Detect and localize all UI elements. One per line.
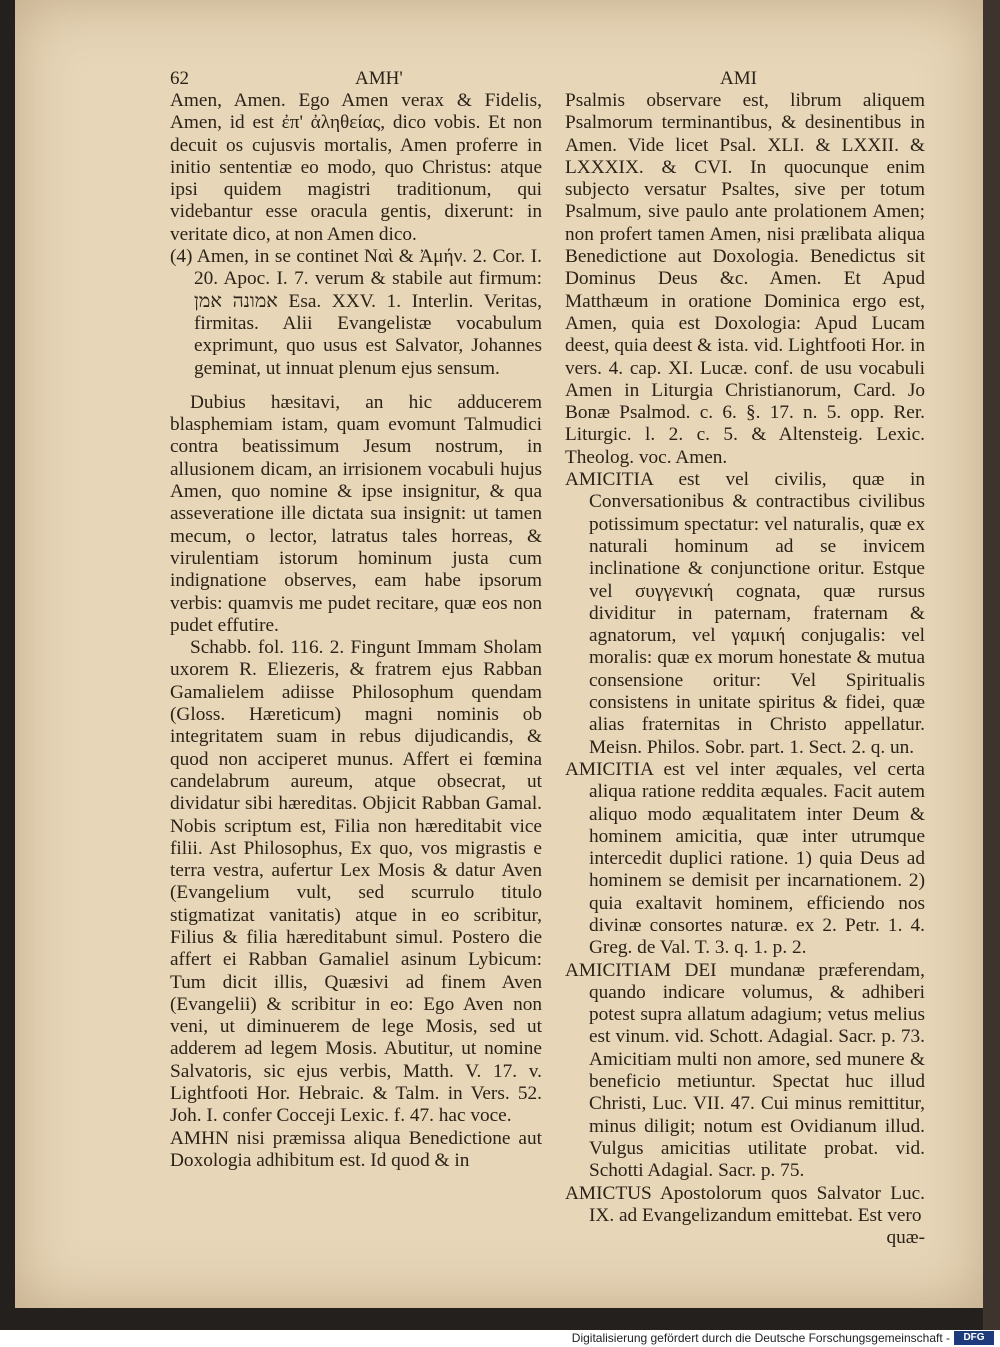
page-number: 62 bbox=[170, 68, 189, 89]
catchword: quæ- bbox=[886, 1227, 925, 1249]
paragraph: (4) Amen, in se continet Ναὶ & Ἀμήν. 2. Cor. I. 20. Apoc. I. 7. verum & stabile aut firmum: אמונה אמן Esa. XXV. 1. Interlin. Veritas, firmitas. Alii Evangelistæ vocabulum exprimunt, quo usus est Salvator, Johannes geminat, ut innuat plenum ejus sensum. bbox=[170, 246, 542, 379]
entry-amicitia-2: AMICITIA est vel inter æquales, vel certa aliqua ratione reddita æquales. Facit autem aliquo modo æqualitatem inter Deum & hominem amicitia, quæ inter utrumque intercedit duplici ratione. 1) quia Deus ad hominem se demisit per incarnationem. 2) quia exaltavit hominem, efficiendo nos divinæ consortes naturæ. ex 2. Petr. 1. 4. Greg. de Val. T. 3. q. 1. p. 2. bbox=[565, 758, 925, 959]
paragraph: Amen, Amen. Ego Amen verax & Fidelis, Amen, id est ἐπ' ἀληθείας, dico vobis. Et non decuit os cujusvis mortalis, Amen proferre in initio sententiæ eo modo, quo Christus: atque ipsi quidem magistri traditionum, qui videbantur esse oracula gentis, dixerunt: in veritate dico, at non Amen dico. bbox=[170, 90, 542, 245]
entry-amictus: AMICTUS Apostolorum quos Salvator Luc. IX. ad Evangelizandum emittebat. Est vero bbox=[565, 1182, 925, 1226]
running-head-right: AMI bbox=[720, 68, 757, 89]
paragraph: Psalmis observare est, librum aliquem Psalmorum terminantibus, & desinentibus in Amen. Vide licet Psal. XLI. & LXXII. & LXXXIX. & CVI. In quocunque enim subjecto versatur Psaltes, sive per totum Psalmum, sive paulo ante prolationem Amen; non profert tamen Amen, nisi prælibata aliqua Benedictione aut Doxologia. Benedictus sit Dominus Deus &c. Amen. Et Apud Matthæum in oratione Dominica ergo est, Amen, quia est Doxologia: Apud Lucam deest, quia deest & ista. vid. Lightfooti Hor. in vers. 4. cap. XI. Lucæ. conf. de usu vocabuli Amen in Liturgia Christianorum, Card. Jo Bonæ Psalmod. c. 6. §. 17. n. 5. opp. Rer. Liturgic. l. 2. c. 5. & Altensteig. Lexic. Theolog. voc. Amen. bbox=[565, 90, 925, 468]
dfg-logo: DFG bbox=[954, 1331, 994, 1345]
book-page bbox=[15, 0, 983, 1308]
paragraph: Dubius hæsitavi, an hic adducerem blasphemiam istam, quam evomunt Talmudici contra beatissimum Jesum nostrum, in allusionem dicam, an irrisionem vocabuli hujus Amen, quo nomine & ipse insignitur, & qua asseveratione ille dictata sua insignit: ut tamen mecum, o lector, latratus tales horreas, & virulentiam istorum hominum justa cum indignatione observes, eam habe ipsorum verbis: quamvis me pudet recitare, quæ eos non pudet effutire. bbox=[170, 391, 542, 636]
scan-edge bbox=[983, 0, 1000, 1330]
funding-notice: Digitalisierung gefördert durch die Deutsche Forschungsgemeinschaft - bbox=[571, 1331, 950, 1345]
paragraph: ΑΜΗΝ nisi præmissa aliqua Benedictione aut Doxologia adhibitum est. Id quod & in bbox=[170, 1127, 542, 1171]
footer-bar bbox=[0, 1330, 1000, 1347]
running-head-left: ΑΜΗ' bbox=[355, 68, 403, 89]
right-column bbox=[565, 90, 925, 1249]
paragraph: Schabb. fol. 116. 2. Fingunt Immam Sholam uxorem R. Eliezeris, & fratrem ejus Rabban Gamalielem adiisse Philosophum quendam (Gloss. Hæreticum) magni nominis ob integritatem suam in rebus dijudicandis, & quod non acciperet munus. Affert ei fœmina candelabrum aureum, atque obsecrat, ut dividatur sibi hæreditas. Objicit Rabban Gamal. Nobis scriptum est, Filia non hæreditabit vice filii. Ast Philosophus, Ex quo, vos migrastis e terra vestra, aufertur Lex Mosis & datur Aven (Evangelium vult, sed scurrulo titulo stigmatizat vanitatis) atque in eo scribitur, Filius & filia hæreditabunt simul. Postero die affert ei Rabban Gamaliel asinum Lybicum: Tum dicit illis, Quæsivi ad finem Aven (Evangelii) & scribitur in eo: Ego Aven non veni, ut diminuerem de lege Mosis, sed ut adderem ad legem Mosis. Abutitur, ut nomine Salvatoris, sic ejus verbis, Matth. V. 17. v. Lightfooti Hor. Hebraic. & Talm. in Vers. 52. Joh. I. confer Coccejі Lexic. f. 47. hac voce. bbox=[170, 637, 542, 1127]
left-column bbox=[170, 90, 542, 1172]
entry-amicitiam-dei: AMICITIAM DEI mundanæ præferendam, quando indicare volumus, & adhiberi potest supra allatum adagium; vetus melius est vinum. vid. Schott. Adagial. Sacr. p. 73. Amicitiam multi non amore, sed munere & beneficio metiuntur. Spectat huc illud Christi, Luc. VII. 47. Cui minus remittitur, minus diligit; notum est Ovidianum illud. Vulgus amicitias utilitate probat. vid. Schotti Adagial. Sacr. p. 75. bbox=[565, 959, 925, 1182]
entry-amicitia-1: AMICITIA est vel civilis, quæ in Conversationibus & contractibus civilibus potissimum spectatur: vel naturalis, quæ ex naturali hominum ad se invicem inclinatione & conjunctione oritur. Estque vel συγγενική cognata, quæ rursus dividitur in paternam, fraternam & agnatorum, vel γαμική conjugalis: vel moralis: quæ ex morum honestate & mutua consensione oritur: Vel Spiritualis consistens in unitate spiritus & fidei, quæ alias fraternitas in Christo appellatur. Meisn. Philos. Sobr. part. 1. Sect. 2. q. un. bbox=[565, 469, 925, 758]
